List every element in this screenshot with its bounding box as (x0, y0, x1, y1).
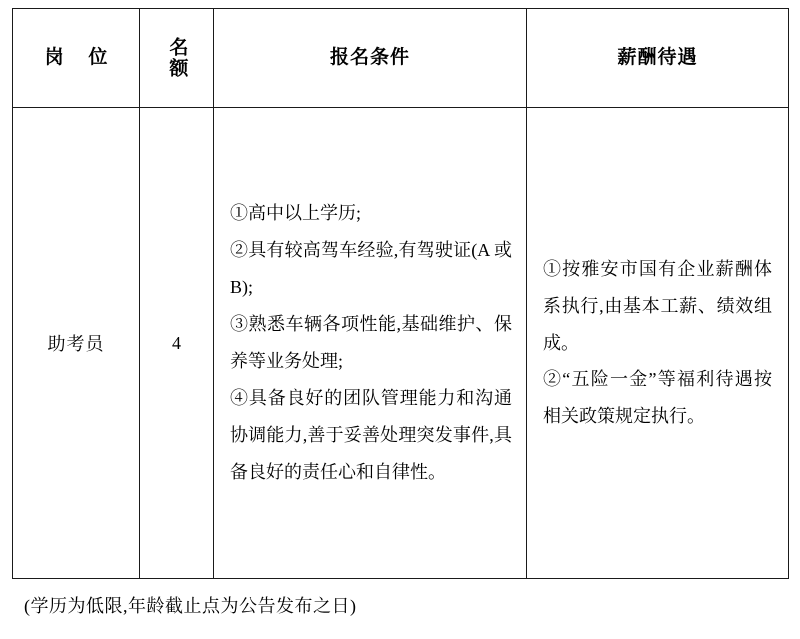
condition-item: ①高中以上学历; (230, 203, 362, 224)
table-body (13, 108, 789, 579)
header-conditions: 报名条件 (329, 47, 410, 69)
job-recruitment-table (12, 8, 789, 579)
salary-list (527, 237, 788, 449)
condition-item: ③熟悉车辆各项性能,基础维护、保养等业务处理; (230, 314, 512, 371)
condition-item: ④具备良好的团队管理能力和沟通协调能力,善于妥善处理突发事件,具备良好的责任心和自律性。 (230, 387, 512, 482)
cell-quota: 4 (140, 108, 214, 579)
salary-item: ②“五险一金”等福利待遇按相关政策规定执行。 (543, 369, 772, 427)
header-cell-quota (140, 9, 214, 108)
table-header-row (13, 9, 789, 108)
table-header (13, 9, 789, 108)
header-salary: 薪酬待遇 (617, 47, 698, 69)
header-cell-conditions (214, 9, 527, 108)
cell-salary (527, 108, 789, 579)
table-row (13, 108, 789, 579)
header-position: 岗 位 (44, 47, 118, 69)
header-quota: 名额 (166, 37, 188, 79)
salary-item: ①按雅安市国有企业薪酬体系执行,由基本工薪、绩效组成。 (543, 258, 772, 353)
cell-conditions (214, 108, 527, 579)
conditions-list (214, 181, 526, 504)
header-cell-salary (527, 9, 789, 108)
table-footnote: (学历为低限,年龄截止点为公告发布之日) (24, 596, 357, 616)
header-cell-position (13, 9, 140, 108)
cell-position: 助考员 (13, 108, 140, 579)
condition-item: ②具有较高驾车经验,有驾驶证(A 或 B); (230, 240, 512, 298)
